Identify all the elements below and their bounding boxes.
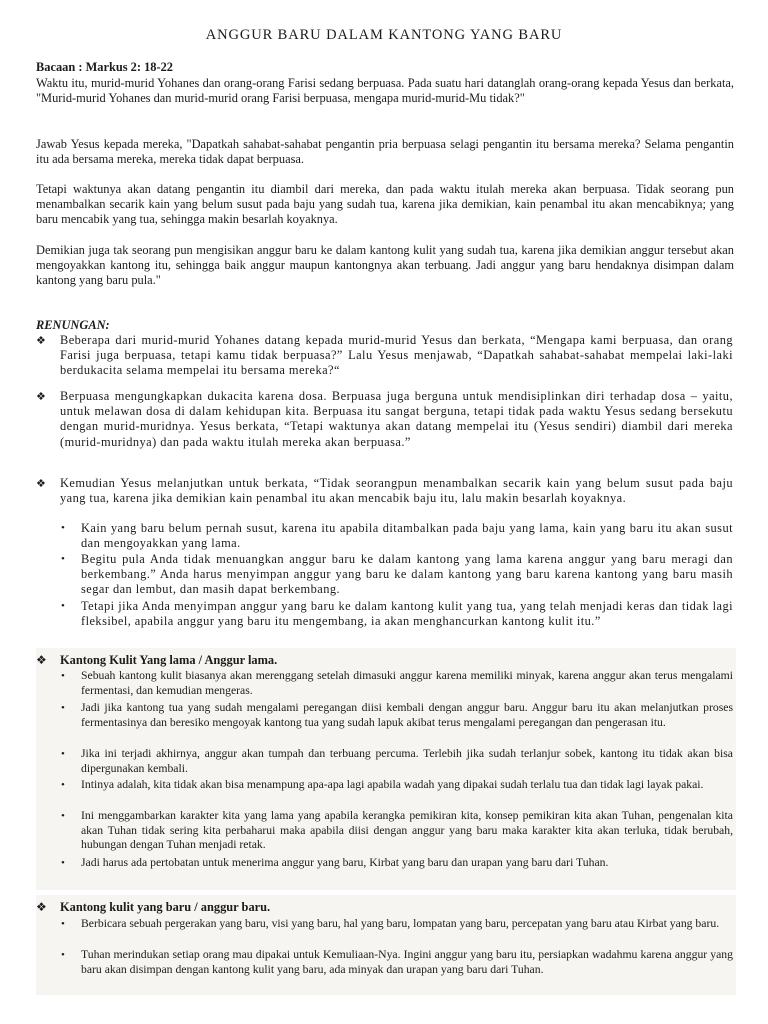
document-title: ANGGUR BARU DALAM KANTONG YANG BARU — [205, 27, 563, 43]
old-section-bullet-5: Ini menggambarkan karakter kita yang lama yang apabila kerangka pemikiran kita, konsep pemikiran kita akan Tuhan, pengenalan kita akan Tuhan tidak sering kita perbaharui maka apabila diisi dengan anggur yang baru maka karakter kita akan terluka, tidak berubah, hubungan dengan Tuhan menjadi retak. — [81, 809, 733, 852]
bullet-icon: • — [61, 857, 65, 869]
bullet-icon: • — [61, 553, 65, 565]
diamond-bullet-icon: ❖ — [36, 477, 46, 490]
new-section-bullet-1: Berbicara sebuah pergerakan yang baru, visi yang baru, hal yang baru, lompatan yang baru, percepatan yang baru atau Kirbat yang baru. — [81, 917, 720, 930]
old-section-heading: Kantong Kulit Yang lama / Anggur lama. — [60, 653, 278, 667]
renungan-sub-bullet-1: Kain yang baru belum pernah susut, karena itu apabila ditambalkan pada baju yang lama, kain yang baru itu akan susut dan mengoyakkan yang lama. — [81, 521, 733, 551]
bullet-icon: • — [61, 670, 65, 682]
bullet-icon: • — [61, 779, 65, 791]
renungan-heading: RENUNGAN: — [36, 318, 110, 332]
bullet-icon: • — [61, 748, 65, 760]
diamond-bullet-icon: ❖ — [36, 653, 47, 667]
old-section-bullet-2: Jadi jika kantong tua yang sudah mengalami peregangan diisi kembali dengan anggur baru. Anggur baru itu akan melanjutkan proses fermentasinya dan beresiko mengoyak kantong tua yang sudah lapuk akibat terus mengalami peregangan dan pengerasan itu. — [81, 701, 733, 729]
passage-paragraph-4: Demikian juga tak seorang pun mengisikan anggur baru ke dalam kantong kulit yang sudah tua, karena jika demikian anggur tersebut akan mengoyakkan kantong itu, sehingga baik anggur maupun kantongnya akan terbuang. Jadi anggur yang baru hendaknya disimpan dalam kantong yang baru pula." — [36, 243, 734, 288]
renungan-point-2: Berpuasa mengungkapkan dukacita karena dosa. Berpuasa juga berguna untuk mendisiplinkan diri terhadap dosa – yaitu, untuk melawan dosa di dalam kehidupan kita. Berpuasa itu sangat berguna, tetapi tidak pada waktu Yesus sedang bersekutu dengan murid-muridnya. Yesus berkata, “Tetapi waktunya akan datang mempelai itu (Yesus sendiri) diambil dari mereka (murid-muridnya) dan pada waktu itulah mereka akan berpuasa.” — [60, 389, 733, 449]
diamond-bullet-icon: ❖ — [36, 390, 46, 403]
diamond-bullet-icon: ❖ — [36, 334, 46, 347]
old-section-bullet-1: Sebuah kantong kulit biasanya akan merenggang setelah dimasuki anggur karena memiliki minyak, karena anggur akan terus mengalami fermentasi, dan kemudian mengeras. — [81, 669, 733, 697]
bullet-icon: • — [61, 702, 65, 714]
renungan-sub-bullet-2: Begitu pula Anda tidak menuangkan anggur baru ke dalam kantong yang lama karena anggur yang baru meragi dan berkembang.” Anda harus menyimpan anggur yang baru ke dalam kantong yang baru karena kantong yang baru masih segar dan lembut, dan masih dapat berkembang. — [81, 552, 733, 597]
scripture-reference: Bacaan : Markus 2: 18-22 — [36, 60, 173, 74]
old-section-bullet-3: Jika ini terjadi akhirnya, anggur akan tumpah dan terbuang percuma. Terlebih jika sudah terlanjur sobek, kantong itu tidak akan bisa dipergunakan kembali. — [81, 747, 733, 775]
bullet-icon: • — [61, 810, 65, 822]
new-section-heading: Kantong kulit yang baru / anggur baru. — [60, 900, 271, 914]
diamond-bullet-icon: ❖ — [36, 900, 47, 914]
passage-paragraph-1: Waktu itu, murid-murid Yohanes dan orang-orang Farisi sedang berpuasa. Pada suatu hari datanglah orang-orang kepada Yesus dan berkata, "Murid-murid Yohanes dan murid-murid orang Farisi berpuasa, mengapa murid-murid-Mu tidak?" — [36, 76, 734, 106]
bullet-icon: • — [61, 522, 65, 534]
renungan-point-1: Beberapa dari murid-murid Yohanes datang kepada murid-murid Yesus dan berkata, “Mengapa kami berpuasa, dan orang Farisi juga berpuasa, tetapi kamu tidak berpuasa?” Lalu Yesus menjawab, “Dapatkah sahabat-sahabat mempelai laki-laki berdukacita selama mempelai itu bersama mereka?“ — [60, 333, 733, 378]
old-section-bullet-6: Jadi harus ada pertobatan untuk menerima anggur yang baru, Kirbat yang baru dan urapan yang baru dari Tuhan. — [81, 856, 609, 869]
passage-paragraph-3: Tetapi waktunya akan datang pengantin itu diambil dari mereka, dan pada waktu itulah mereka akan berpuasa. Tidak seorang pun menambalkan secarik kain yang belum susut pada baju yang sudah tua, karena jika demikian, kain penambal itu akan mencabiknya; yang baru mencabik yang tua, sehingga makin besarlah koyaknya. — [36, 182, 734, 227]
bullet-icon: • — [61, 949, 65, 961]
renungan-sub-bullet-3: Tetapi jika Anda menyimpan anggur yang baru ke dalam kantong kulit yang tua, yang telah menjadi keras dan tidak lagi fleksibel, apabila anggur yang baru itu mengembang, ia akan menghancurkan kantong kulit itu.” — [81, 599, 733, 629]
passage-paragraph-2: Jawab Yesus kepada mereka, "Dapatkah sahabat-sahabat pengantin pria berpuasa selagi pengantin itu bersama mereka? Selama pengantin itu ada bersama mereka, mereka tidak dapat berpuasa. — [36, 137, 734, 167]
bullet-icon: • — [61, 918, 65, 930]
old-section-bullet-4: Intinya adalah, kita tidak akan bisa menampung apa-apa lagi apabila wadah yang dipakai sudah terlalu tua dan tidak lagi layak pakai. — [81, 778, 704, 791]
bullet-icon: • — [61, 600, 65, 612]
renungan-point-3: Kemudian Yesus melanjutkan untuk berkata, “Tidak seorangpun menambalkan secarik kain yang belum susut pada baju yang tua, karena jika demikian kain penambal itu akan mencabik baju itu, lalu makin besarlah koyaknya. — [60, 476, 733, 506]
new-section-bullet-2: Tuhan merindukan setiap orang mau dipakai untuk Kemuliaan-Nya. Ingini anggur yang baru itu, persiapkan wadahmu karena anggur yang baru akan disimpan dengan kantong kulit yang baru, ada minyak dan urapan yang baru dari Tuhan. — [81, 948, 733, 976]
